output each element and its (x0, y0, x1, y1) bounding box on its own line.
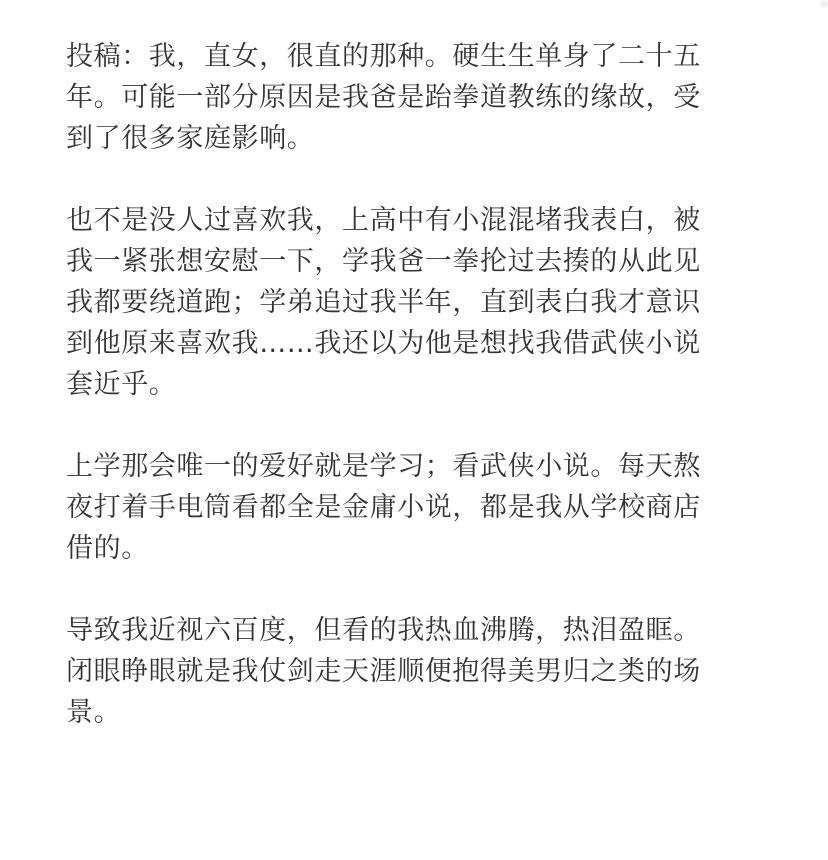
text-line: 景。 (66, 697, 122, 728)
text-line: 我都要绕道跑；学弟追过我半年，直到表白我才意识 (66, 287, 701, 318)
paragraph-4 (66, 610, 756, 733)
paragraph-3 (66, 446, 756, 569)
text-line: 年。可能一部分原因是我爸是跆拳道教练的缘故，受 (66, 82, 701, 113)
paragraph-2 (66, 200, 756, 405)
text-line: 导致我近视六百度，但看的我热血沸腾，热泪盈眶。 (66, 615, 701, 646)
text-line: 夜打着手电筒看都全是金庸小说，都是我从学校商店 (66, 492, 701, 523)
text-line: 到他原来喜欢我……我还以为他是想找我借武侠小说 (66, 328, 701, 359)
text-line: 也不是没人过喜欢我，上高中有小混混堵我表白，被 (66, 205, 701, 236)
text-line: 借的。 (66, 533, 149, 564)
text-line: 上学那会唯一的爱好就是学习；看武侠小说。每天熬 (66, 451, 701, 482)
text-line: 闭眼睁眼就是我仗剑走天涯顺便抱得美男归之类的场 (66, 656, 701, 687)
article-body (66, 36, 756, 774)
text-line: 投稿：我，直女，很直的那种。硬生生单身了二十五 (66, 41, 701, 72)
text-line: 套近乎。 (66, 369, 177, 400)
text-line: 到了很多家庭影响。 (66, 123, 315, 154)
paragraph-1 (66, 36, 756, 159)
corner-dot (820, 0, 828, 8)
text-line: 我一紧张想安慰一下，学我爸一拳抡过去揍的从此见 (66, 246, 701, 277)
